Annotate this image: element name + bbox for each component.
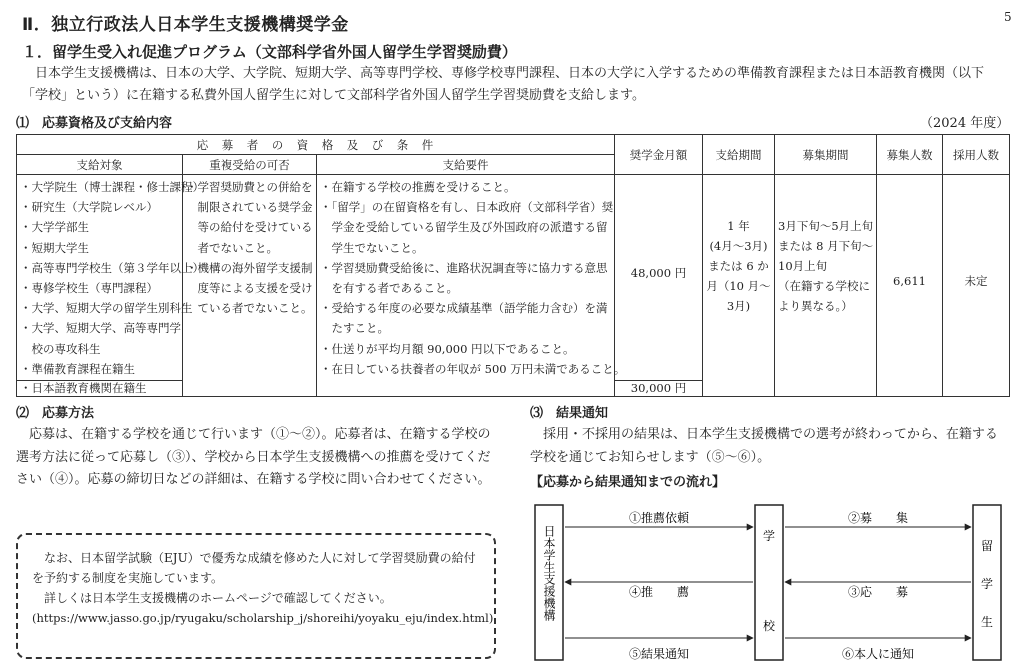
list-item: ・準備教育課程在籍生 bbox=[20, 361, 135, 376]
fiscal-year: （2024 年度） bbox=[920, 116, 1010, 131]
section-3-title: ⑶ 結果通知 bbox=[530, 406, 609, 421]
school-label: 校 bbox=[762, 619, 776, 633]
list-item: ・機構の海外留学支援制 bbox=[186, 260, 313, 275]
program-title: １．留学生受入れ促進プログラム（文部科学省外国人留学生学習奨励費） bbox=[22, 43, 517, 61]
list-item: ・高等専門学校生（第３学年以上） bbox=[20, 260, 204, 275]
list-item: ・大学学部生 bbox=[20, 220, 89, 235]
list-item: ・短期大学生 bbox=[20, 240, 89, 255]
list-item: 3月下旬〜5月上旬 bbox=[778, 219, 874, 234]
duplicate-conditions bbox=[183, 175, 317, 397]
list-item: 度等による支援を受け bbox=[186, 281, 313, 296]
flow-step-label: ④推 薦 bbox=[628, 585, 690, 599]
list-item: ・在籍する学校の推薦を受けること。 bbox=[320, 180, 516, 194]
list-item: ・専修学校生（専門課程） bbox=[20, 281, 158, 296]
payment-period bbox=[703, 175, 775, 397]
flow-title: 【応募から結果通知までの流れ】 bbox=[530, 475, 726, 490]
list-item: ている者でないこと。 bbox=[186, 301, 313, 316]
note-text: なお、日本留学試験（EJU）で優秀な成績を修めた人に対して学習奨励費の給付を予約する制度を実施しています。 bbox=[32, 551, 476, 585]
list-item: ・研究生（大学院レベル） bbox=[20, 200, 158, 215]
col-req-header: 支給要件 bbox=[317, 155, 615, 175]
list-item: ・在日している扶養者の年収が 500 万円未満であること。 bbox=[320, 361, 626, 376]
col-amount-header: 奨学金月額 bbox=[615, 135, 703, 175]
requirement-list bbox=[317, 175, 626, 397]
list-item: 10月上旬 bbox=[778, 259, 828, 274]
list-item: を有する者であること。 bbox=[320, 281, 458, 296]
list-item: ・仕送りが平均月額 90,000 円以下であること。 bbox=[320, 341, 575, 356]
list-item: 制限されている奨学金 bbox=[186, 200, 313, 215]
col-period-header: 支給期間 bbox=[703, 135, 775, 175]
list-item: 3月) bbox=[726, 299, 751, 314]
student-label: 留 bbox=[980, 539, 994, 553]
application-flow-diagram bbox=[530, 495, 1010, 670]
list-item: 者でないこと。 bbox=[186, 240, 278, 255]
flow-step-label: ②募 集 bbox=[847, 511, 909, 525]
section-1-title: ⑴ 応募資格及び支給内容 bbox=[16, 116, 173, 131]
hired-count: 未定 bbox=[943, 175, 1010, 397]
col-hired-header: 採用人数 bbox=[943, 135, 1010, 175]
list-item: ・大学院生（博士課程・修士課程） bbox=[20, 180, 204, 194]
note-url: (https://www.jasso.go.jp/ryugaku/scholarship_j/shoreihi/yoyaku_eju/index.html) bbox=[32, 611, 494, 625]
jasso-label: 日本学生支援機構 bbox=[542, 525, 556, 621]
recruitment-count: 6,611 bbox=[877, 175, 943, 397]
eligibility-table bbox=[16, 134, 1010, 397]
list-item: 月（10 月〜 bbox=[706, 279, 771, 294]
col-count-header: 募集人数 bbox=[877, 135, 943, 175]
col-recruit-header: 募集期間 bbox=[775, 135, 877, 175]
section-2-title: ⑵ 応募方法 bbox=[16, 406, 95, 421]
flow-step-label: ①推薦依頼 bbox=[628, 511, 690, 525]
list-item: たすこと。 bbox=[320, 321, 389, 336]
col-dup-header: 重複受給の可否 bbox=[183, 155, 317, 175]
list-item: 等の給付を受けている bbox=[186, 220, 313, 235]
section-2-text: 応募は、在籍する学校を通じて行います（①〜②）。応募者は、在籍する学校の選考方法に従って応募し（③）、学校から日本学生支援機構への推薦を受けてください（④）。応募の締切日などの詳細は、在籍する学校に問い合わせてください。 bbox=[16, 427, 491, 487]
list-item: （在籍する学校に bbox=[778, 279, 870, 294]
student-label: 生 bbox=[980, 615, 994, 629]
intro-paragraph: 日本学生支援機構は、日本の大学、大学院、短期大学、高等専門学校、専修学校専門課程、日本の大学に入学するための準備教育課程または日本語教育機関（以下「学校」という）に在籍する私費外国人留学生に対して文部科学省外国人留学生学習奨励費を支給します。 bbox=[22, 66, 985, 103]
list-item: (4月〜3月) bbox=[709, 239, 768, 254]
note-text: 詳しくは日本学生支援機構のホームページで確認してください。 bbox=[44, 591, 392, 605]
conditions-group-header: 応 募 者 の 資 格 及 び 条 件 bbox=[17, 135, 615, 155]
target-japanese-school: ・日本語教育機関在籍生 bbox=[17, 381, 183, 397]
school-label: 学 bbox=[762, 529, 776, 543]
list-item: ・大学、短期大学の留学生別科生 bbox=[20, 301, 193, 316]
monthly-amount-japanese-school: 30,000 円 bbox=[615, 381, 703, 397]
list-item: または 8 月下旬〜 bbox=[778, 239, 874, 254]
student-label: 学 bbox=[980, 577, 994, 591]
page-number: 5 bbox=[1004, 10, 1012, 24]
recruitment-period bbox=[775, 175, 877, 397]
list-item: 学生でないこと。 bbox=[320, 240, 424, 255]
list-item: 校の専攻科生 bbox=[20, 341, 101, 356]
monthly-amount: 48,000 円 bbox=[615, 175, 703, 381]
list-item: ・大学、短期大学、高等専門学 bbox=[20, 321, 181, 336]
flow-step-label: ⑤結果通知 bbox=[628, 647, 690, 661]
col-target-header: 支給対象 bbox=[17, 155, 183, 175]
list-item: 学金を受給している留学生及び外国政府の派遣する留 bbox=[320, 220, 608, 235]
list-item: ・受給する年度の必要な成績基準（語学能力含む）を満 bbox=[320, 301, 608, 316]
eju-note-box bbox=[16, 533, 496, 659]
section-3-text: 採用・不採用の結果は、日本学生支援機構での選考が終わってから、在籍する学校を通じてお知らせします（⑤〜⑥）。 bbox=[530, 427, 998, 465]
list-item: ・「留学」の在留資格を有し、日本政府（文部科学省）奨 bbox=[320, 200, 614, 215]
list-item: または 6 か bbox=[708, 259, 769, 274]
list-item: より異なる。） bbox=[778, 299, 853, 314]
list-item: ・学習奨励費との併給を bbox=[186, 180, 313, 194]
flow-step-label: ③応 募 bbox=[847, 585, 909, 599]
flow-step-label: ⑥本人に通知 bbox=[841, 647, 915, 661]
list-item: ・学習奨励費受給後に、進路状況調査等に協力する意思 bbox=[320, 260, 608, 275]
list-item: 1 年 bbox=[727, 219, 750, 234]
section-title: Ⅱ．独立行政法人日本学生支援機構奨学金 bbox=[22, 15, 349, 35]
target-list bbox=[17, 175, 204, 381]
